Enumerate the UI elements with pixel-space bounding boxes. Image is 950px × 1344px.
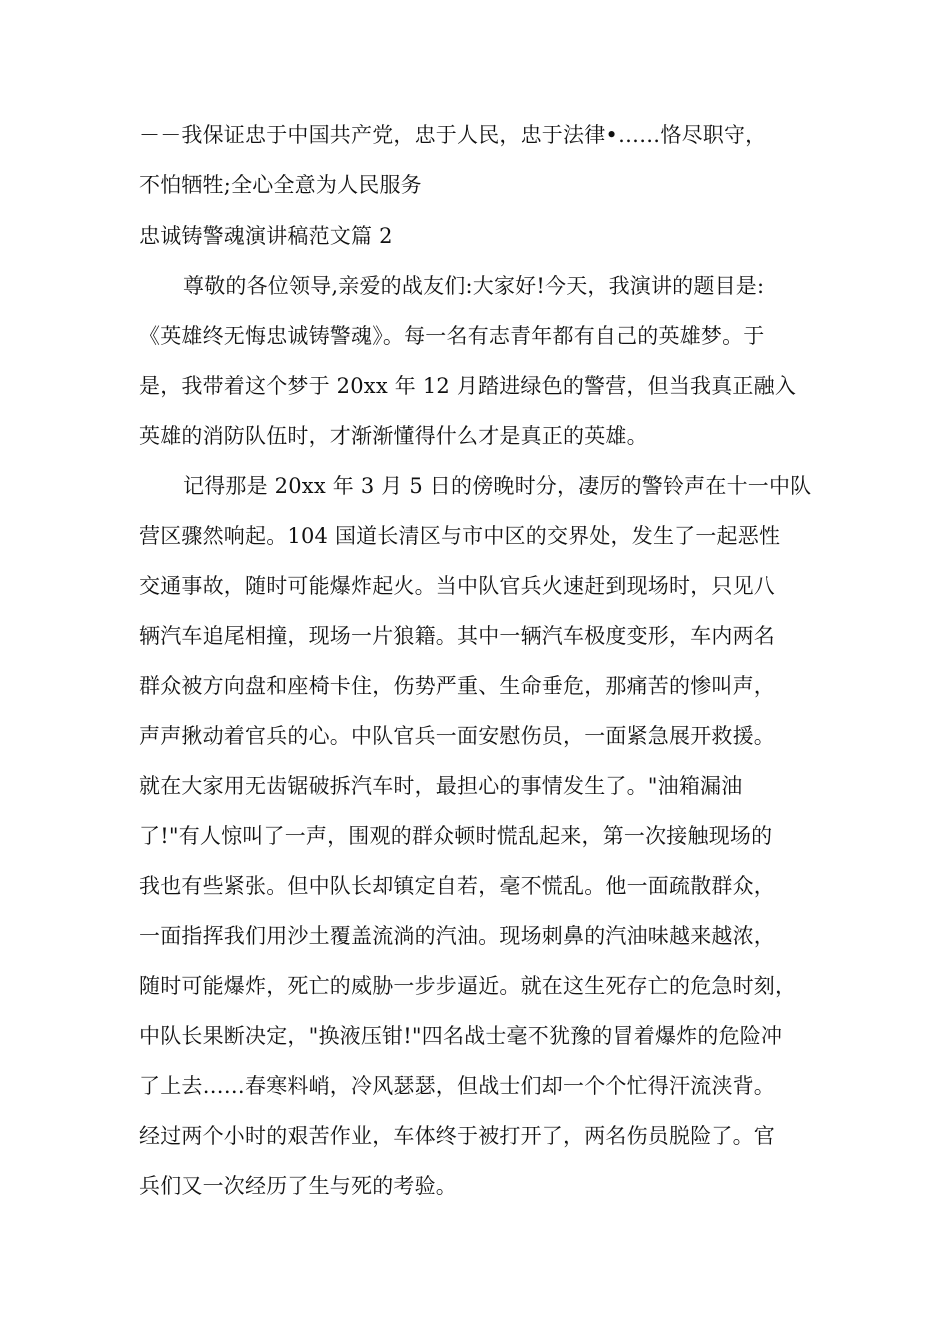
paragraph-2-line-2: 营区骤然响起。104 国道长清区与市中区的交界处，发生了一起恶性 — [139, 524, 781, 548]
paragraph-1-line-4: 英雄的消防队伍时，才渐渐懂得什么才是真正的英雄。 — [139, 424, 648, 448]
paragraph-2-line-3: 交通事故，随时可能爆炸起火。当中队官兵火速赶到现场时，只见八 — [139, 574, 775, 598]
paragraph-1-line-1: 尊敬的各位领导,亲爱的战友们:大家好!今天，我演讲的题目是: — [183, 274, 765, 298]
paragraph-2-line-15: 兵们又一次经历了生与死的考验。 — [139, 1174, 457, 1198]
paragraph-2-line-11: 随时可能爆炸，死亡的威胁一步步逼近。就在这生死存亡的危急时刻， — [139, 974, 797, 998]
paragraph-2-line-7: 就在大家用无齿锯破拆汽车时，最担心的事情发生了。"油箱漏油 — [139, 774, 743, 798]
paragraph-2-line-6: 声声揪动着官兵的心。中队官兵一面安慰伤员，一面紧急展开救援。 — [139, 724, 775, 748]
paragraph-1-line-3: 是，我带着这个梦于 20xx 年 12 月踏进绿色的警营，但当我真正融入 — [139, 374, 797, 398]
paragraph-2-line-13: 了上去……春寒料峭，冷风瑟瑟，但战士们却一个个忙得汗流浃背。 — [139, 1074, 775, 1098]
paragraph-2-line-5: 群众被方向盘和座椅卡住，伤势严重、生命垂危，那痛苦的惨叫声， — [139, 674, 775, 698]
paragraph-2-line-12: 中队长果断决定，"换液压钳!"四名战士毫不犹豫的冒着爆炸的危险冲 — [139, 1024, 783, 1048]
paragraph-1-line-2: 《英雄终无悔忠诚铸警魂》。每一名有志青年都有自己的英雄梦。于 — [139, 324, 765, 348]
paragraph-2-line-10: 一面指挥我们用沙土覆盖流淌的汽油。现场刺鼻的汽油味越来越浓， — [139, 924, 775, 948]
paragraph-2-line-8: 了!"有人惊叫了一声，围观的群众顿时慌乱起来，第一次接触现场的 — [139, 824, 773, 848]
paragraph-2-line-9: 我也有些紧张。但中队长却镇定自若，毫不慌乱。他一面疏散群众， — [139, 874, 775, 898]
paragraph-2-line-1: 记得那是 20xx 年 3 月 5 日的傍晚时分，凄厉的警铃声在十一中队 — [183, 474, 812, 498]
text-line-oath: －－我保证忠于中国共产党，忠于人民，忠于法律•……恪尽职守， — [139, 123, 767, 147]
paragraph-2-line-14: 经过两个小时的艰苦作业，车体终于被打开了，两名伤员脱险了。官 — [139, 1124, 775, 1148]
paragraph-2-line-4: 辆汽车追尾相撞，现场一片狼籍。其中一辆汽车极度变形，车内两名 — [139, 624, 775, 648]
text-line-oath-continued: 不怕牺牲;全心全意为人民服务 — [139, 173, 422, 197]
section-heading: 忠诚铸警魂演讲稿范文篇 2 — [139, 224, 393, 248]
